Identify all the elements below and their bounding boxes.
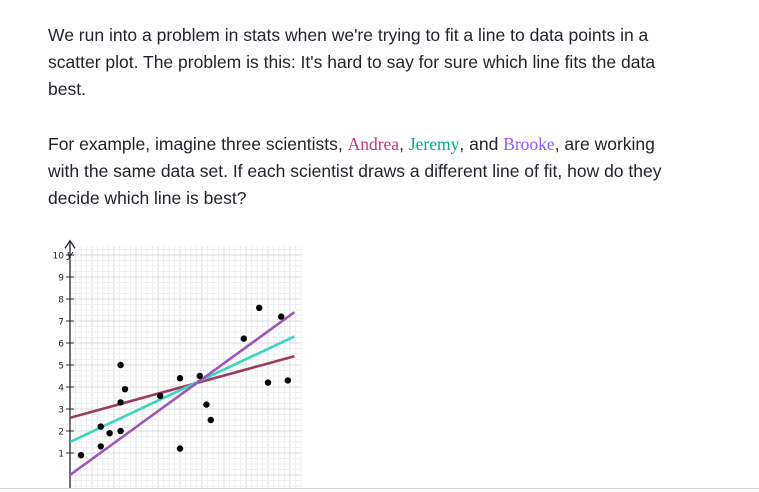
y-tick-label: 7	[58, 317, 64, 328]
y-tick-label: 3	[58, 405, 64, 416]
y-tick-label: 9	[58, 273, 64, 284]
data-point	[203, 401, 209, 407]
scientist-name-jeremy: Jeremy	[408, 134, 460, 154]
data-point	[157, 393, 163, 399]
scientist-name-andrea: Andrea	[347, 134, 400, 154]
y-axis	[65, 241, 75, 489]
data-point	[98, 423, 104, 429]
y-tick-label: 10	[52, 251, 64, 262]
data-point	[241, 335, 247, 341]
data-point	[122, 386, 128, 392]
data-point	[117, 428, 123, 434]
data-point	[265, 379, 271, 385]
y-tick-label: 5	[58, 361, 64, 372]
data-point	[177, 375, 183, 381]
article-body	[48, 22, 688, 212]
data-point	[98, 443, 104, 449]
y-tick-label: 6	[58, 339, 64, 350]
example-text-before: For example, imagine three scientists,	[48, 134, 348, 154]
scientist-name-brooke: Brooke	[503, 134, 555, 154]
data-point	[117, 362, 123, 368]
data-point	[208, 417, 214, 423]
example-paragraph	[48, 131, 688, 212]
example-separator-1: ,	[399, 134, 409, 154]
y-tick-label: 4	[58, 383, 64, 394]
bottom-divider	[0, 488, 759, 489]
example-text-after: , are working with the same data set. If each scientist draws a different line of fit, how do they decide which line is best?	[48, 134, 662, 208]
plot-grid	[70, 246, 301, 488]
data-point	[256, 305, 262, 311]
data-point	[117, 399, 123, 405]
data-point	[197, 373, 203, 379]
y-tick-label: 1	[58, 449, 64, 460]
y-tick-label: 2	[58, 427, 64, 438]
intro-paragraph: We run into a problem in stats when we're trying to fit a line to data points in a scatter plot. The problem is this: It's hard to say for sure which line fits the data best.	[48, 25, 656, 99]
example-separator-2: , and	[459, 134, 504, 154]
data-point	[278, 313, 284, 319]
data-point	[285, 377, 291, 383]
scatter-plot	[40, 244, 310, 492]
data-point	[106, 430, 112, 436]
data-point	[78, 452, 84, 458]
data-point	[177, 445, 183, 451]
y-tick-labels	[53, 252, 65, 460]
y-tick-label: 8	[58, 295, 64, 306]
y-axis-label: y	[66, 248, 74, 261]
